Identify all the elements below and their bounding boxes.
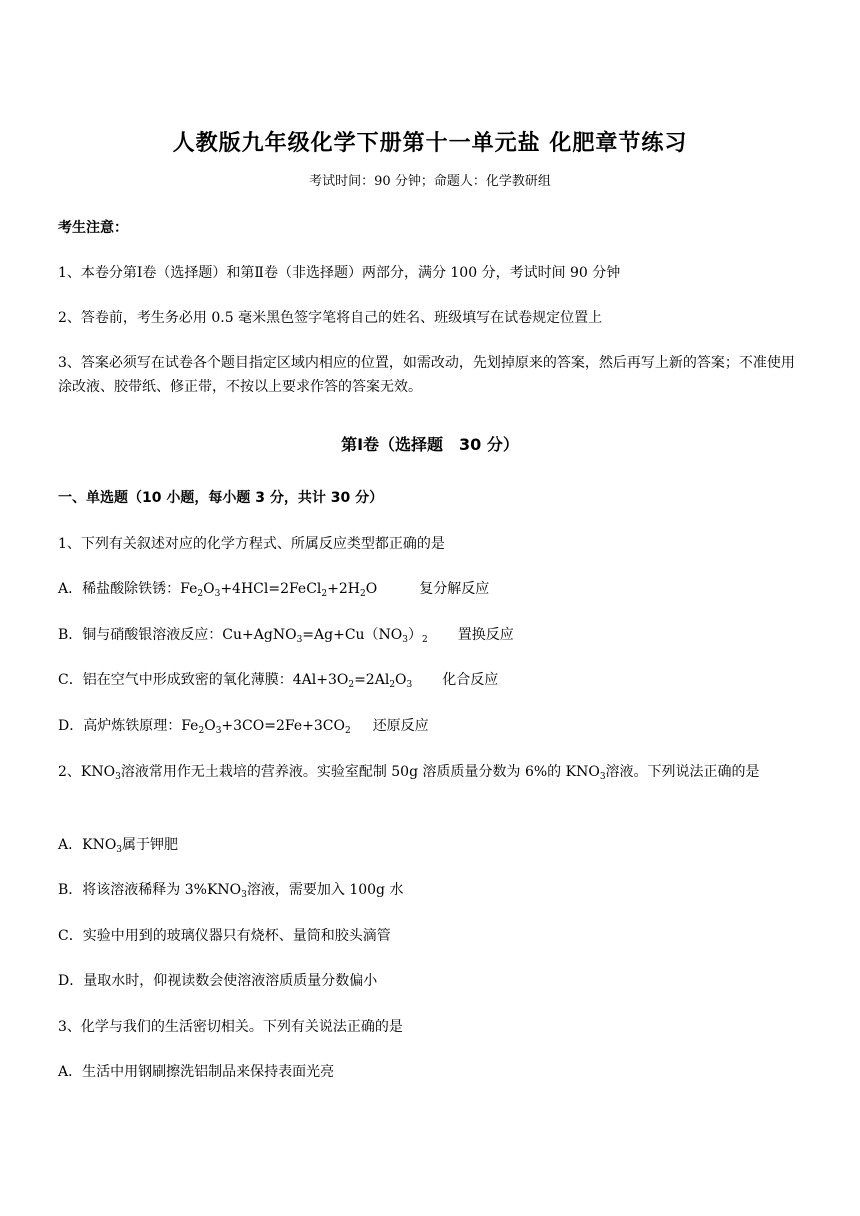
question-1-stem: 1、下列有关叙述对应的化学方程式、所属反应类型都正确的是 xyxy=(58,536,445,552)
document-title: 人教版九年级化学下册第十一单元盐 化肥章节练习 xyxy=(172,131,688,156)
question-1-option-b xyxy=(58,624,806,646)
question-2-option-a: A．$KNO_3$属于钾肥 xyxy=(58,837,179,855)
question-1-option-c xyxy=(58,669,806,691)
notice-item-1: 1、本卷分第Ⅰ卷（选择题）和第Ⅱ卷（非选择题）两部分，满分 100 分，考试时间 90 分钟 xyxy=(58,265,621,281)
reaction-type: 复分解反应 xyxy=(419,581,490,597)
reaction-type: 还原反应 xyxy=(372,718,429,734)
chemical-equation: $Cu+AgNO_3=Ag+Cu(NO_3)_2$ xyxy=(222,627,428,645)
exam-meta: 考试时间：90 分钟；命题人：化学教研组 xyxy=(309,174,551,189)
question-2-option-d: D．量取水时，仰视读数会使溶液溶质质量分数偏小 xyxy=(58,973,378,989)
question-2-option-c: C．实验中用到的玻璃仪器只有烧杯、量筒和胶头滴管 xyxy=(58,928,391,944)
chemical-equation: $4Al+3O_2=2Al_2O_3$ xyxy=(292,672,413,690)
reaction-type: 置换反应 xyxy=(457,627,514,643)
option-label: C．铝在空气中形成致密的氧化薄膜： xyxy=(58,672,293,688)
question-3-stem: 3、化学与我们的生活密切相关。下列有关说法正确的是 xyxy=(58,1019,403,1035)
option-label: B．铜与硝酸银溶液反应： xyxy=(58,627,223,643)
part-heading: 一、单选题（10 小题，每小题 3 分，共计 30 分） xyxy=(58,490,384,506)
question-1-option-a xyxy=(58,578,806,600)
question-2-option-b: B．将该溶液稀释为 $3\%KNO_3$溶液，需要加入 100g 水 xyxy=(58,882,404,900)
notice-item-2: 2、答卷前，考生务必用 0.5 毫米黑色签字笔将自己的姓名、班级填写在试卷规定位置上 xyxy=(58,310,603,326)
question-2-stem: 2、$KNO_3$溶液常用作无土栽培的营养液。实验室配制 50g 溶质质量分数为 6%的 $KNO_3$溶液。下列说法正确的是 xyxy=(58,764,760,782)
option-label: A．稀盐酸除铁锈： xyxy=(58,581,181,597)
chemical-equation: $Fe_2O_3+4HCl=2FeCl_2+2H_2O$ xyxy=(180,581,378,599)
notice-item-3: 3、答案必须写在试卷各个题目指定区域内相应的位置，如需改动，先划掉原来的答案，然后再写上新的答案；不准使用涂改液、胶带纸、修正带，不按以上要求作答的答案无效。 xyxy=(58,355,795,395)
question-1-option-d xyxy=(58,715,806,737)
question-3-option-a: A．生活中用钢刷擦洗铝制品来保持表面光亮 xyxy=(58,1064,335,1080)
reaction-type: 化合反应 xyxy=(442,672,499,688)
section-title: 第Ⅰ卷（选择题 30 分） xyxy=(341,435,519,454)
option-label: D．高炉炼铁原理： xyxy=(58,718,182,734)
notice-heading: 考生注意： xyxy=(58,220,128,236)
chemical-equation: $Fe_2O_3+3CO=2Fe+3CO_2$ xyxy=(181,718,351,736)
